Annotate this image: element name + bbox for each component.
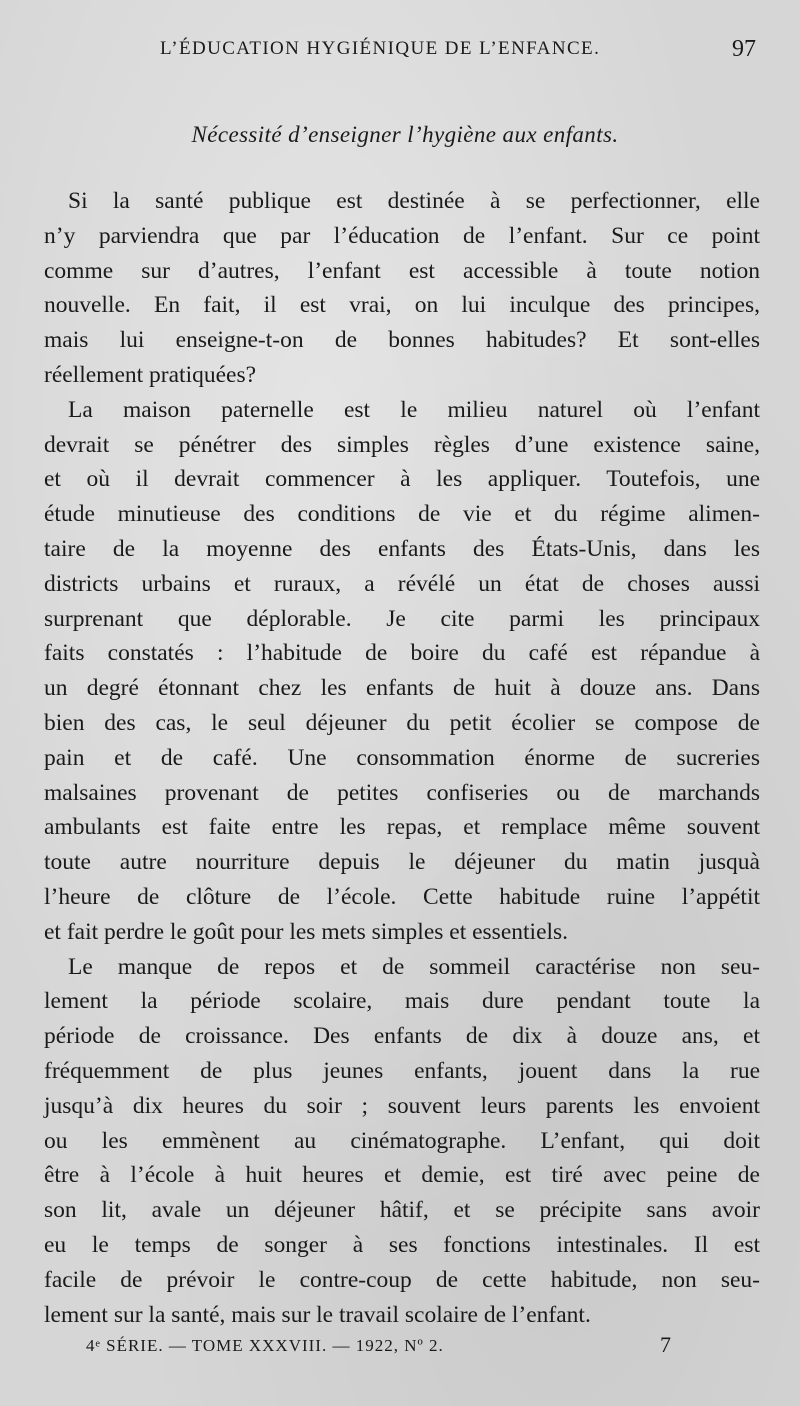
section-heading: Nécessité d’enseigner l’hygiène aux enfants. (191, 122, 619, 147)
text-line: faits constatés : l’habitude de boire du café est répandue à (44, 640, 760, 667)
text-line: districts urbains et ruraux, a révélé un état de choses aussi (44, 570, 760, 597)
text-line: étude minutieuse des conditions de vie et du régime alimen- (44, 501, 760, 528)
text-line: et fait perdre le goût pour les mets simples et essentiels. (44, 918, 569, 945)
text-line: taire de la moyenne des enfants des États-Unis, dans les (44, 535, 760, 562)
text-line: La maison paternelle est le milieu naturel où l’enfant (68, 396, 760, 423)
running-head (0, 38, 800, 68)
text-line: l’heure de clôture de l’école. Cette habitude ruine l’appétit (44, 883, 760, 910)
text-line: Le manque de repos et de sommeil caractérise non seu- (68, 953, 760, 980)
text-line: période de croissance. Des enfants de dix à douze ans, et (44, 1023, 760, 1050)
text-line: devrait se pénétrer des simples règles d’une existence saine, (44, 431, 760, 458)
text-line: son lit, avale un déjeuner hâtif, et se précipite sans avoir (44, 1197, 760, 1224)
text-line: être à l’école à huit heures et demie, est tiré avec peine de (44, 1162, 760, 1189)
text-line: jusqu’à dix heures du soir ; souvent leurs parents les envoient (44, 1092, 760, 1119)
text-line: pain et de café. Une consommation énorme de sucreries (44, 744, 760, 771)
page-number: 97 (732, 36, 756, 62)
text-line: lement sur la santé, mais sur le travail scolaire de l’enfant. (44, 1301, 591, 1328)
paragraph-1 (44, 184, 760, 393)
text-line: bien des cas, le seul déjeuner du petit écolier se compose de (44, 709, 760, 736)
text-line: Si la santé publique est destinée à se perfectionner, elle (68, 188, 760, 214)
text-line: lement la période scolaire, mais dure pendant toute la (44, 988, 760, 1015)
text-line: ou les emmènent au cinématographe. L’enfant, qui doit (44, 1127, 760, 1154)
text-line: facile de prévoir le contre-coup de cette habitude, non seu- (44, 1266, 760, 1293)
text-line: surprenant que déplorable. Je cite parmi les principaux (44, 605, 760, 632)
signature-mark: 7 (660, 1332, 671, 1357)
text-line: et où il devrait commencer à les appliquer. Toutefois, une (44, 466, 760, 493)
paragraph-3 (44, 950, 760, 1333)
text-line: fréquemment de plus jeunes enfants, jouent dans la rue (44, 1057, 760, 1084)
body-text (44, 184, 760, 1332)
series-imprint: 4ᵉ SÉRIE. — TOME XXXVIII. — 1922, Nº 2. (86, 1336, 444, 1355)
text-line: ambulants est faite entre les repas, et remplace même souvent (44, 814, 760, 841)
text-line: un degré étonnant chez les enfants de huit à douze ans. Dans (44, 675, 760, 702)
page-footer (0, 1332, 800, 1366)
text-line: nouvelle. En fait, il est vrai, on lui inculque des principes, (44, 292, 760, 319)
text-line: malsaines provenant de petites confiseries ou de marchands (44, 779, 760, 806)
text-line: réellement pratiquées? (44, 361, 257, 388)
text-line: mais lui enseigne-t-on de bonnes habitudes? Et sont-elles (44, 327, 760, 354)
running-title: L’ÉDUCATION HYGIÉNIQUE DE L’ENFANCE. (160, 38, 601, 59)
paragraph-2 (44, 393, 760, 950)
text-line: n’y parviendra que par l’éducation de l’enfant. Sur ce point (44, 222, 760, 249)
text-line: comme sur d’autres, l’enfant est accessible à toute notion (44, 257, 760, 284)
text-line: toute autre nourriture depuis le déjeuner du matin jusquà (44, 849, 760, 876)
text-line: eu le temps de songer à ses fonctions intestinales. Il est (44, 1231, 760, 1258)
